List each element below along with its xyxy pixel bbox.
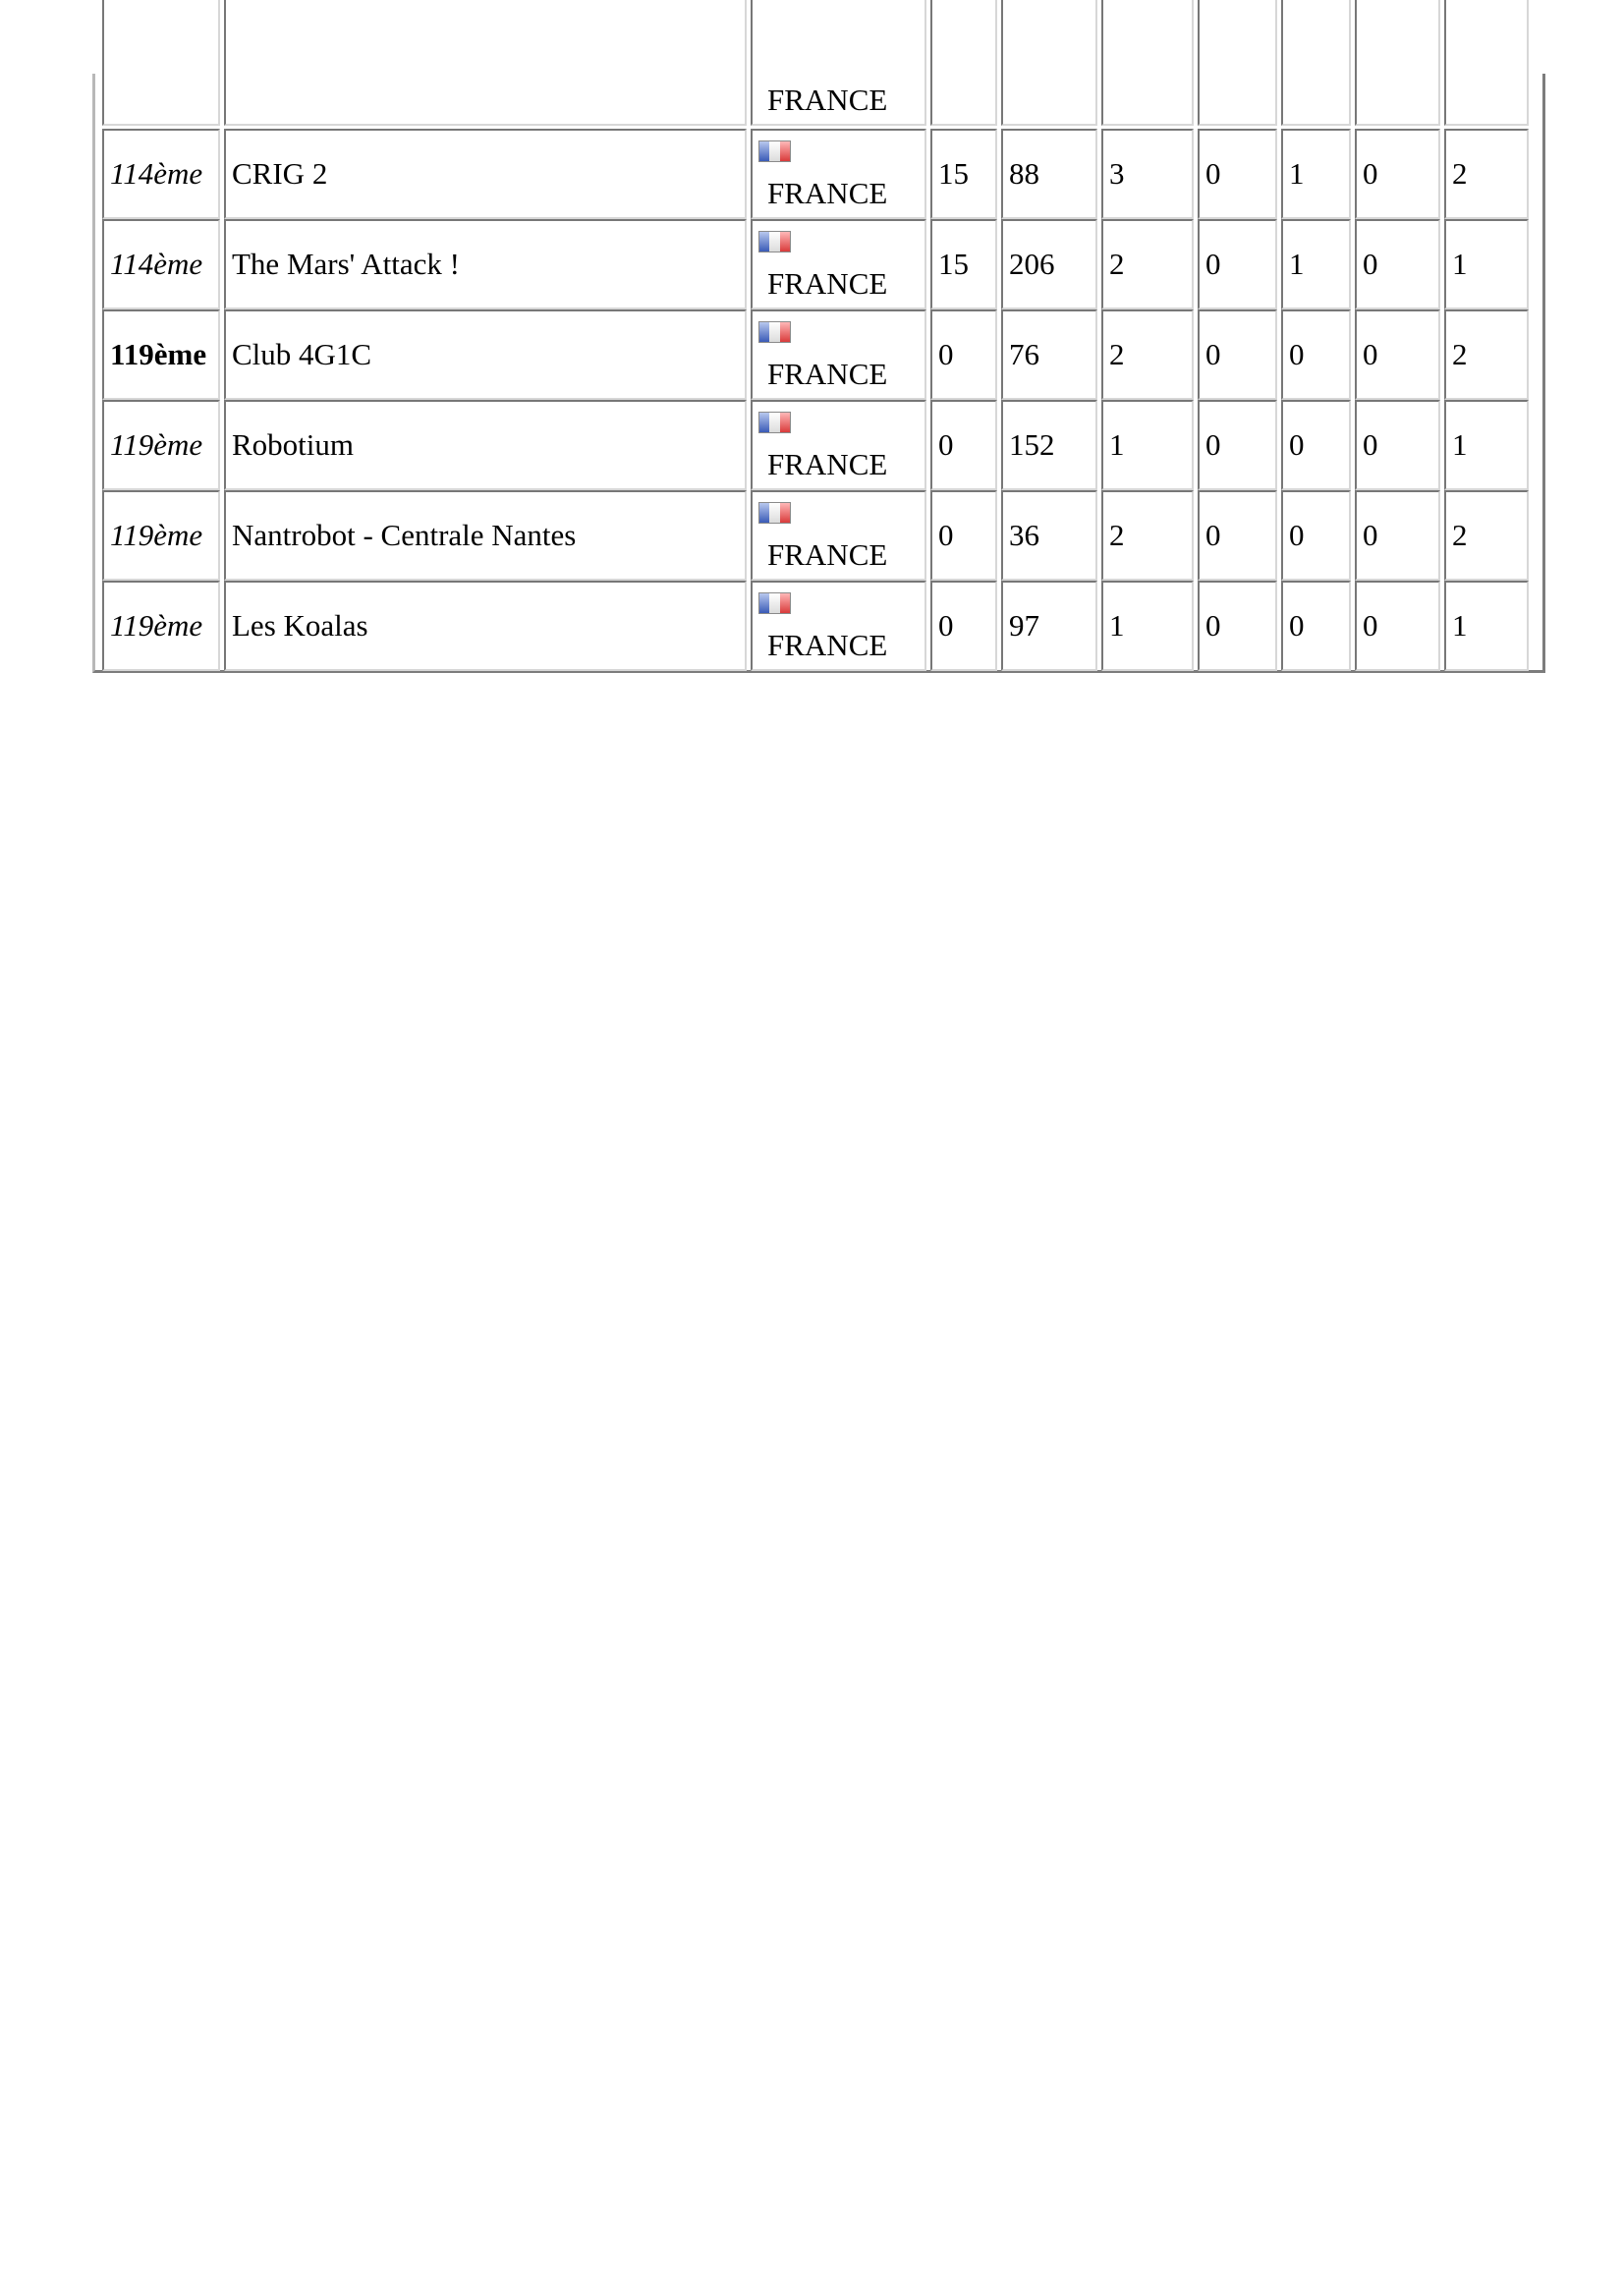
value-text: 0 <box>1363 427 1378 462</box>
team-name: Les Koalas <box>232 608 368 643</box>
value-text: 0 <box>1363 608 1378 643</box>
country-label: FRANCE <box>767 266 888 301</box>
value-text: 76 <box>1009 337 1039 371</box>
value-text: 0 <box>1363 518 1378 552</box>
value-cell <box>1101 490 1194 581</box>
team-name: Club 4G1C <box>232 337 372 371</box>
value-text: 88 <box>1009 156 1039 191</box>
team-name: The Mars' Attack ! <box>232 247 460 281</box>
value-cell <box>930 400 997 490</box>
value-text: 1 <box>1452 608 1468 643</box>
value-cell <box>1001 219 1097 309</box>
country-label: FRANCE <box>767 537 888 572</box>
team-name: CRIG 2 <box>232 156 328 191</box>
value-cell <box>1281 219 1351 309</box>
value-cell <box>1355 219 1440 309</box>
value-cell <box>1198 400 1277 490</box>
value-text: 1 <box>1452 247 1468 281</box>
country-label: FRANCE <box>767 357 888 391</box>
value-cell <box>1281 129 1351 219</box>
france-flag-icon <box>758 502 791 524</box>
value-cell <box>1281 400 1351 490</box>
value-text: 0 <box>1363 337 1378 371</box>
value-text: 0 <box>1205 156 1221 191</box>
value-cell <box>1101 0 1194 126</box>
value-cell <box>1001 309 1097 400</box>
country-label: FRANCE <box>767 628 888 662</box>
rank-cell <box>102 309 220 400</box>
value-cell <box>1355 309 1440 400</box>
country-cell <box>751 581 926 671</box>
value-cell <box>1355 0 1440 126</box>
team-cell <box>224 0 747 126</box>
value-text: 2 <box>1452 337 1468 371</box>
value-cell <box>1001 400 1097 490</box>
team-name: Robotium <box>232 427 355 462</box>
team-name: Nantrobot - Centrale Nantes <box>232 518 577 552</box>
value-cell <box>1444 490 1529 581</box>
value-text: 2 <box>1452 156 1468 191</box>
value-cell <box>1198 581 1277 671</box>
value-text: 2 <box>1452 518 1468 552</box>
value-text: 2 <box>1109 518 1125 552</box>
value-cell <box>1355 129 1440 219</box>
value-text: 0 <box>938 518 954 552</box>
rank-cell <box>102 0 220 126</box>
value-cell <box>1101 400 1194 490</box>
team-cell <box>224 129 747 219</box>
value-cell <box>1001 490 1097 581</box>
value-cell <box>1281 0 1351 126</box>
value-text: 97 <box>1009 608 1039 643</box>
value-text: 0 <box>938 337 954 371</box>
value-cell <box>1444 219 1529 309</box>
value-cell <box>1101 129 1194 219</box>
value-text: 0 <box>1205 247 1221 281</box>
value-cell <box>930 129 997 219</box>
value-cell <box>930 219 997 309</box>
value-cell <box>930 309 997 400</box>
value-cell <box>1198 490 1277 581</box>
rank-cell <box>102 400 220 490</box>
country-cell <box>751 0 926 126</box>
value-cell <box>1198 219 1277 309</box>
value-text: 0 <box>1289 427 1305 462</box>
rank-cell <box>102 490 220 581</box>
rank-label: 119ème <box>110 427 203 462</box>
ranking-table <box>92 74 1545 673</box>
value-text: 1 <box>1289 247 1305 281</box>
france-flag-icon <box>758 321 791 343</box>
team-cell <box>224 219 747 309</box>
value-text: 15 <box>938 247 969 281</box>
country-cell <box>751 490 926 581</box>
country-label: FRANCE <box>767 176 888 210</box>
value-text: 3 <box>1109 156 1125 191</box>
team-cell <box>224 581 747 671</box>
value-cell <box>1001 129 1097 219</box>
rank-label: 114ème <box>110 247 203 281</box>
france-flag-icon <box>758 592 791 614</box>
value-cell <box>1444 400 1529 490</box>
value-cell <box>930 490 997 581</box>
value-text: 1 <box>1109 608 1125 643</box>
team-cell <box>224 400 747 490</box>
value-text: 0 <box>1205 518 1221 552</box>
value-cell <box>930 581 997 671</box>
rank-cell <box>102 219 220 309</box>
value-text: 1 <box>1452 427 1468 462</box>
value-cell <box>1001 0 1097 126</box>
rank-label: 119ème <box>110 337 207 371</box>
rank-cell <box>102 129 220 219</box>
rank-cell <box>102 581 220 671</box>
country-cell <box>751 309 926 400</box>
value-cell <box>1101 309 1194 400</box>
value-text: 206 <box>1009 247 1055 281</box>
team-cell <box>224 490 747 581</box>
value-text: 0 <box>1289 337 1305 371</box>
team-cell <box>224 309 747 400</box>
value-text: 1 <box>1109 427 1125 462</box>
country-cell <box>751 129 926 219</box>
value-cell <box>930 0 997 126</box>
france-flag-icon <box>758 231 791 252</box>
value-text: 0 <box>1205 427 1221 462</box>
value-cell <box>1444 0 1529 126</box>
value-cell <box>1281 309 1351 400</box>
country-label: FRANCE <box>767 83 888 117</box>
value-cell <box>1198 0 1277 126</box>
value-text: 0 <box>1363 156 1378 191</box>
country-cell <box>751 219 926 309</box>
value-cell <box>1001 581 1097 671</box>
value-cell <box>1198 309 1277 400</box>
value-text: 0 <box>1363 247 1378 281</box>
value-cell <box>1444 581 1529 671</box>
value-cell <box>1355 581 1440 671</box>
value-text: 0 <box>1205 608 1221 643</box>
rank-label: 119ème <box>110 518 203 552</box>
value-cell <box>1101 581 1194 671</box>
france-flag-icon <box>758 140 791 162</box>
value-cell <box>1444 309 1529 400</box>
value-text: 152 <box>1009 427 1055 462</box>
value-cell <box>1355 400 1440 490</box>
value-text: 0 <box>938 608 954 643</box>
value-cell <box>1355 490 1440 581</box>
value-cell <box>1444 129 1529 219</box>
value-cell <box>1281 581 1351 671</box>
rank-label: 119ème <box>110 608 203 643</box>
rank-label: 114ème <box>110 156 203 191</box>
value-cell <box>1101 219 1194 309</box>
value-text: 0 <box>1205 337 1221 371</box>
value-text: 0 <box>1289 518 1305 552</box>
value-text: 1 <box>1289 156 1305 191</box>
value-cell <box>1198 129 1277 219</box>
value-text: 0 <box>938 427 954 462</box>
value-text: 36 <box>1009 518 1039 552</box>
country-cell <box>751 400 926 490</box>
value-text: 0 <box>1289 608 1305 643</box>
value-text: 2 <box>1109 247 1125 281</box>
value-text: 2 <box>1109 337 1125 371</box>
value-cell <box>1281 490 1351 581</box>
value-text: 15 <box>938 156 969 191</box>
country-label: FRANCE <box>767 447 888 481</box>
france-flag-icon <box>758 412 791 433</box>
